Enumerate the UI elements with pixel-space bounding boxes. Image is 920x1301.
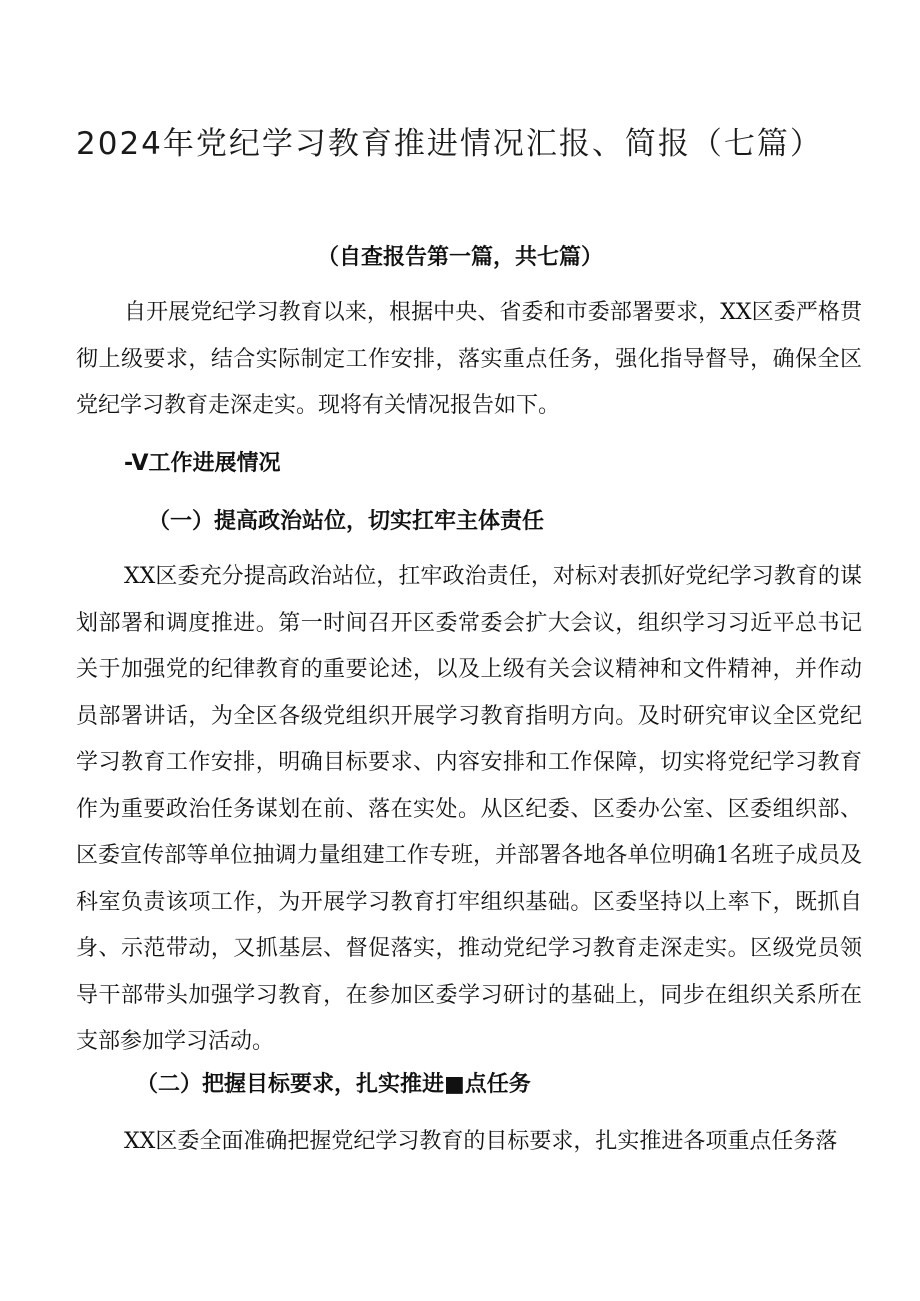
subsection-heading-1: （一）提高政治站位，切实扛牢主体责任	[148, 509, 545, 534]
subsection-paragraph-2: XX区委全面准确把握党纪学习教育的目标要求，扎实推进各项重点任务落	[124, 1129, 838, 1154]
section-heading: -V工作进展情况	[124, 451, 281, 476]
intro-paragraph: 自开展党纪学习教育以来，根据中央、省委和市委部署要求，XX区委严格贯彻上级要求，结合实际制定工作安排，落实重点任务，强化指导督导，确保全区党纪学习教育走深走实。现将有关情况报告如下。	[76, 300, 862, 418]
document-subtitle: （自查报告第一篇，共七篇）	[316, 245, 603, 270]
document-title: 2024年党纪学习教育推进情况汇报、简报（七篇）	[76, 126, 823, 162]
subsection-heading-2: （二）把握目标要求，扎实推进■点任务	[136, 1072, 531, 1097]
subsection-paragraph-1: XX区委充分提高政治站位，扛牢政治责任，对标对表抓好党纪学习教育的谋划部署和调度推进。第一时间召开区委常委会扩大会议，组织学习习近平总书记关于加强党的纪律教育的重要论述，以及上级有关会议精神和文件精神，并作动员部署讲话，为全区各级党组织开展学习教育指明方向。及时研究审议全区党纪学习教育工作安排，明确目标要求、内容安排和工作保障，切实将党纪学习教育作为重要政治任务谋划在前、落在实处。从区纪委、区委办公室、区委组织部、区委宣传部等单位抽调力量组建工作专班，并部署各地各单位明确1名班子成员及科室负责该项工作，为开展学习教育打牢组织基础。区委坚持以上率下，既抓自身、示范带动，又抓基层、督促落实，推动党纪学习教育走深走实。区级党员领导干部带头加强学习教育，在参加区委学习研讨的基础上，同步在组织关系所在支部参加学习活动。	[76, 564, 862, 1054]
